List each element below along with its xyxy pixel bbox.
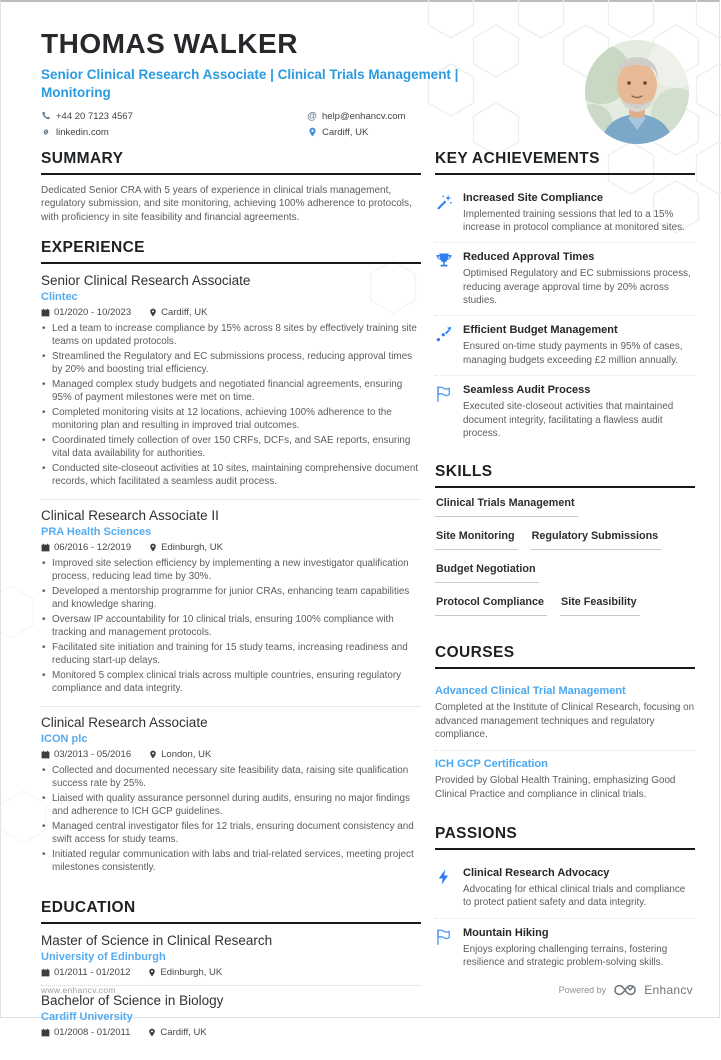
powered-by-label: Powered by: [559, 985, 607, 995]
degree-dates: [41, 1027, 130, 1038]
skills-section: [435, 463, 695, 629]
skills-row: [435, 563, 695, 596]
achievement-text: Ensured on-time study payments in 95% of cases, managing budgets exceeding £2 million annually.: [463, 340, 695, 367]
degree-dates: [41, 967, 130, 978]
achievement-title: Reduced Approval Times: [463, 251, 695, 263]
passion-text: Advocating for ethical clinical trials and compliance to protect patient safety and data integrity.: [463, 883, 695, 910]
achievement-text: Optimised Regulatory and EC submissions process, reducing average approval time by 20% across studies.: [463, 267, 695, 307]
key-achievements-section: [435, 150, 695, 449]
passion-item: [435, 859, 695, 919]
degree-meta: [41, 967, 421, 978]
course-text: Provided by Global Health Training, emphasizing Good Clinical Practice and compliance in clinical trials.: [435, 774, 695, 801]
powered-by: [559, 983, 693, 997]
passions-heading: PASSIONS: [435, 825, 695, 850]
trend-up-icon: [435, 324, 453, 367]
degree-meta: [41, 1027, 421, 1038]
left-column: [41, 150, 421, 1060]
course-item: [435, 678, 695, 751]
degree-title: Master of Science in Clinical Research: [41, 933, 421, 948]
achievement-item: [435, 184, 695, 244]
job-bullet: • Facilitated site initiation and training for 15 study teams, increasing readiness and reducing start-up delays.: [41, 642, 421, 668]
education-entry: [41, 933, 421, 986]
company-name: Clintec: [41, 291, 421, 303]
course-text: Completed at the Institute of Clinical Research, focusing on advanced management techniques and regulatory compliance.: [435, 701, 695, 741]
passion-content: [463, 927, 695, 970]
summary-section: [41, 150, 421, 225]
education-entry: [41, 993, 421, 1045]
job-bullet: • Managed complex study budgets and negotiated financial agreements, ensuring 95% of payment milestones were met on time.: [41, 379, 421, 405]
calendar-icon: [41, 1028, 50, 1037]
course-item: [435, 751, 695, 810]
trophy-icon: [435, 251, 453, 307]
location-pin-icon: [148, 968, 156, 977]
email-at-icon: @: [307, 111, 317, 122]
degree-location: [148, 967, 222, 978]
job-bullet: • Coordinated timely collection of over 150 CRFs, DCFs, and SAE reports, ensuring vital data availability for authorities.: [41, 435, 421, 461]
calendar-icon: [41, 750, 50, 759]
job-location: [149, 307, 207, 318]
passion-text: Enjoys exploring challenging terrains, fostering resilience and strategic problem-solving skills.: [463, 943, 695, 970]
achievement-content: [463, 324, 695, 367]
course-title: Advanced Clinical Trial Management: [435, 685, 695, 697]
job-location-value: London, UK: [161, 749, 211, 760]
profile-photo: [585, 40, 689, 144]
passion-title: Mountain Hiking: [463, 927, 695, 939]
passion-title: Clinical Research Advocacy: [463, 867, 695, 879]
calendar-icon: [41, 543, 50, 552]
flag-icon: [435, 927, 453, 970]
job-dates: [41, 542, 131, 553]
experience-entry: [41, 715, 421, 885]
contact-location-value: Cardiff, UK: [322, 127, 368, 138]
job-dates: [41, 307, 131, 318]
site-link[interactable]: www.enhancv.com: [41, 985, 116, 995]
skill-tag: Regulatory Submissions: [531, 530, 662, 550]
job-location-value: Edinburgh, UK: [161, 542, 223, 553]
company-name: ICON plc: [41, 733, 421, 745]
job-bullet: • Managed central investigator files for 12 trials, ensuring document consistency and swift access for study teams.: [41, 821, 421, 847]
skill-tag: Site Monitoring: [435, 530, 518, 550]
enhancv-logo-icon: [613, 983, 637, 997]
course-title: ICH GCP Certification: [435, 758, 695, 770]
contact-email-value[interactable]: help@enhancv.com: [322, 111, 405, 122]
link-icon: [41, 127, 51, 137]
job-bullet: • Improved site selection efficiency by implementing a new investigator qualification process, reducing lead time by 30%.: [41, 558, 421, 584]
location-pin-icon: [149, 543, 157, 552]
job-location: [149, 749, 211, 760]
job-bullet: • Led a team to increase compliance by 15% across 8 sites by effectively training site teams on updated protocols.: [41, 323, 421, 349]
achievement-item: [435, 316, 695, 376]
education-heading: EDUCATION: [41, 899, 421, 924]
lightning-icon: [435, 867, 453, 910]
company-name: PRA Health Sciences: [41, 526, 421, 538]
job-dates-value: 03/2013 - 05/2016: [54, 749, 131, 760]
calendar-icon: [41, 308, 50, 317]
summary-text: Dedicated Senior CRA with 5 years of experience in clinical trials management, regulatory submission, and site monitoring, achieving 100% adherence to protocols, with proficiency in site feasibility and financial agreements.: [41, 184, 421, 225]
job-location-value: Cardiff, UK: [161, 307, 207, 318]
experience-entry: [41, 273, 421, 500]
job-meta: [41, 307, 421, 318]
passions-section: [435, 825, 695, 977]
brand-name: Enhancv: [644, 983, 693, 997]
phone-icon: [41, 111, 51, 121]
job-bullets: [41, 323, 421, 489]
experience-section: [41, 239, 421, 884]
skills-row: [435, 596, 695, 629]
job-bullets: [41, 558, 421, 696]
job-bullet: • Monitored 5 complex clinical trials across multiple countries, ensuring regulatory compliance and data integrity.: [41, 670, 421, 696]
education-section: [41, 899, 421, 1045]
skills-heading: SKILLS: [435, 463, 695, 488]
location-pin-icon: [149, 308, 157, 317]
achievement-content: [463, 251, 695, 307]
passion-item: [435, 919, 695, 978]
calendar-icon: [41, 968, 50, 977]
job-bullet: • Oversaw IP accountability for 10 clinical trials, ensuring 100% compliance with tracking and management protocols.: [41, 614, 421, 640]
job-bullet: • Developed a mentorship programme for junior CRAs, enhancing team capabilities and knowledge sharing.: [41, 586, 421, 612]
skill-tag: Protocol Compliance: [435, 596, 547, 616]
location-pin-icon: [149, 750, 157, 759]
page-footer: [41, 983, 693, 997]
profile-photo-illustration: [585, 40, 689, 144]
achievement-item: [435, 243, 695, 316]
flag-icon: [435, 384, 453, 440]
resume-body: [1, 138, 719, 1060]
achievement-content: [463, 384, 695, 440]
degree-location-value: Cardiff, UK: [160, 1027, 206, 1038]
job-dates-value: 06/2016 - 12/2019: [54, 542, 131, 553]
job-title: Senior Clinical Research Associate: [41, 273, 421, 288]
person-name: THOMAS WALKER: [41, 28, 693, 60]
job-bullet: • Liaised with quality assurance personnel during audits, ensuring no major findings and adherence to ICH GCP guidelines.: [41, 793, 421, 819]
right-column: [435, 150, 695, 1060]
achievement-title: Increased Site Compliance: [463, 192, 695, 204]
contact-linkedin-value[interactable]: linkedin.com: [56, 127, 109, 138]
achievement-text: Executed site-closeout activities that maintained document integrity, facilitating a flawless audit process.: [463, 400, 695, 440]
summary-heading: SUMMARY: [41, 150, 421, 175]
key-achievements-heading: KEY ACHIEVEMENTS: [435, 150, 695, 175]
courses-heading: COURSES: [435, 644, 695, 669]
job-bullet: • Initiated regular communication with labs and trial-related services, meeting project milestones consistently.: [41, 849, 421, 875]
location-pin-icon: [148, 1028, 156, 1037]
skill-tag: Clinical Trials Management: [435, 497, 578, 517]
job-location: [149, 542, 223, 553]
school-name: Cardiff University: [41, 1011, 421, 1023]
job-title: Clinical Research Associate: [41, 715, 421, 730]
school-name: University of Edinburgh: [41, 951, 421, 963]
skill-tag: Site Feasibility: [560, 596, 640, 616]
experience-heading: EXPERIENCE: [41, 239, 421, 264]
achievement-text: Implemented training sessions that led to a 15% increase in protocol compliance at monitored sites.: [463, 208, 695, 235]
resume-header: [1, 2, 719, 138]
degree-dates-value: 01/2008 - 01/2011: [54, 1027, 130, 1038]
contact-phone-value: +44 20 7123 4567: [56, 111, 133, 122]
location-pin-icon: [307, 127, 317, 137]
degree-location-value: Edinburgh, UK: [160, 967, 222, 978]
job-bullets: [41, 765, 421, 875]
job-title: Clinical Research Associate II: [41, 508, 421, 523]
job-dates-value: 01/2020 - 10/2023: [54, 307, 131, 318]
job-bullet: • Conducted site-closeout activities at 10 sites, maintaining comprehensive document records, which facilitated a seamless audit process.: [41, 463, 421, 489]
achievement-title: Efficient Budget Management: [463, 324, 695, 336]
degree-dates-value: 01/2011 - 01/2012: [54, 967, 130, 978]
skill-tag: Budget Negotiation: [435, 563, 539, 583]
achievement-title: Seamless Audit Process: [463, 384, 695, 396]
job-bullet: • Completed monitoring visits at 12 locations, achieving 100% adherence to the monitoring plan and resulting in improved trial outcomes.: [41, 407, 421, 433]
contact-linkedin[interactable]: [41, 127, 299, 138]
degree-title: Bachelor of Science in Biology: [41, 993, 421, 1008]
job-dates: [41, 749, 131, 760]
contact-phone: [41, 111, 299, 122]
skills-row: [435, 497, 695, 530]
courses-section: [435, 644, 695, 810]
experience-entry: [41, 508, 421, 707]
achievement-content: [463, 192, 695, 235]
wand-icon: [435, 192, 453, 235]
job-bullet: • Collected and documented necessary site feasibility data, raising site qualification success rate by 25%.: [41, 765, 421, 791]
passion-content: [463, 867, 695, 910]
job-meta: [41, 749, 421, 760]
job-headline: Senior Clinical Research Associate | Clinical Trials Management | Monitoring: [41, 66, 521, 102]
job-meta: [41, 542, 421, 553]
skills-row: [435, 530, 695, 563]
degree-location: [148, 1027, 206, 1038]
job-bullet: • Streamlined the Regulatory and EC submissions process, reducing approval times by 20% and boosting trial efficiency.: [41, 351, 421, 377]
achievement-item: [435, 376, 695, 448]
